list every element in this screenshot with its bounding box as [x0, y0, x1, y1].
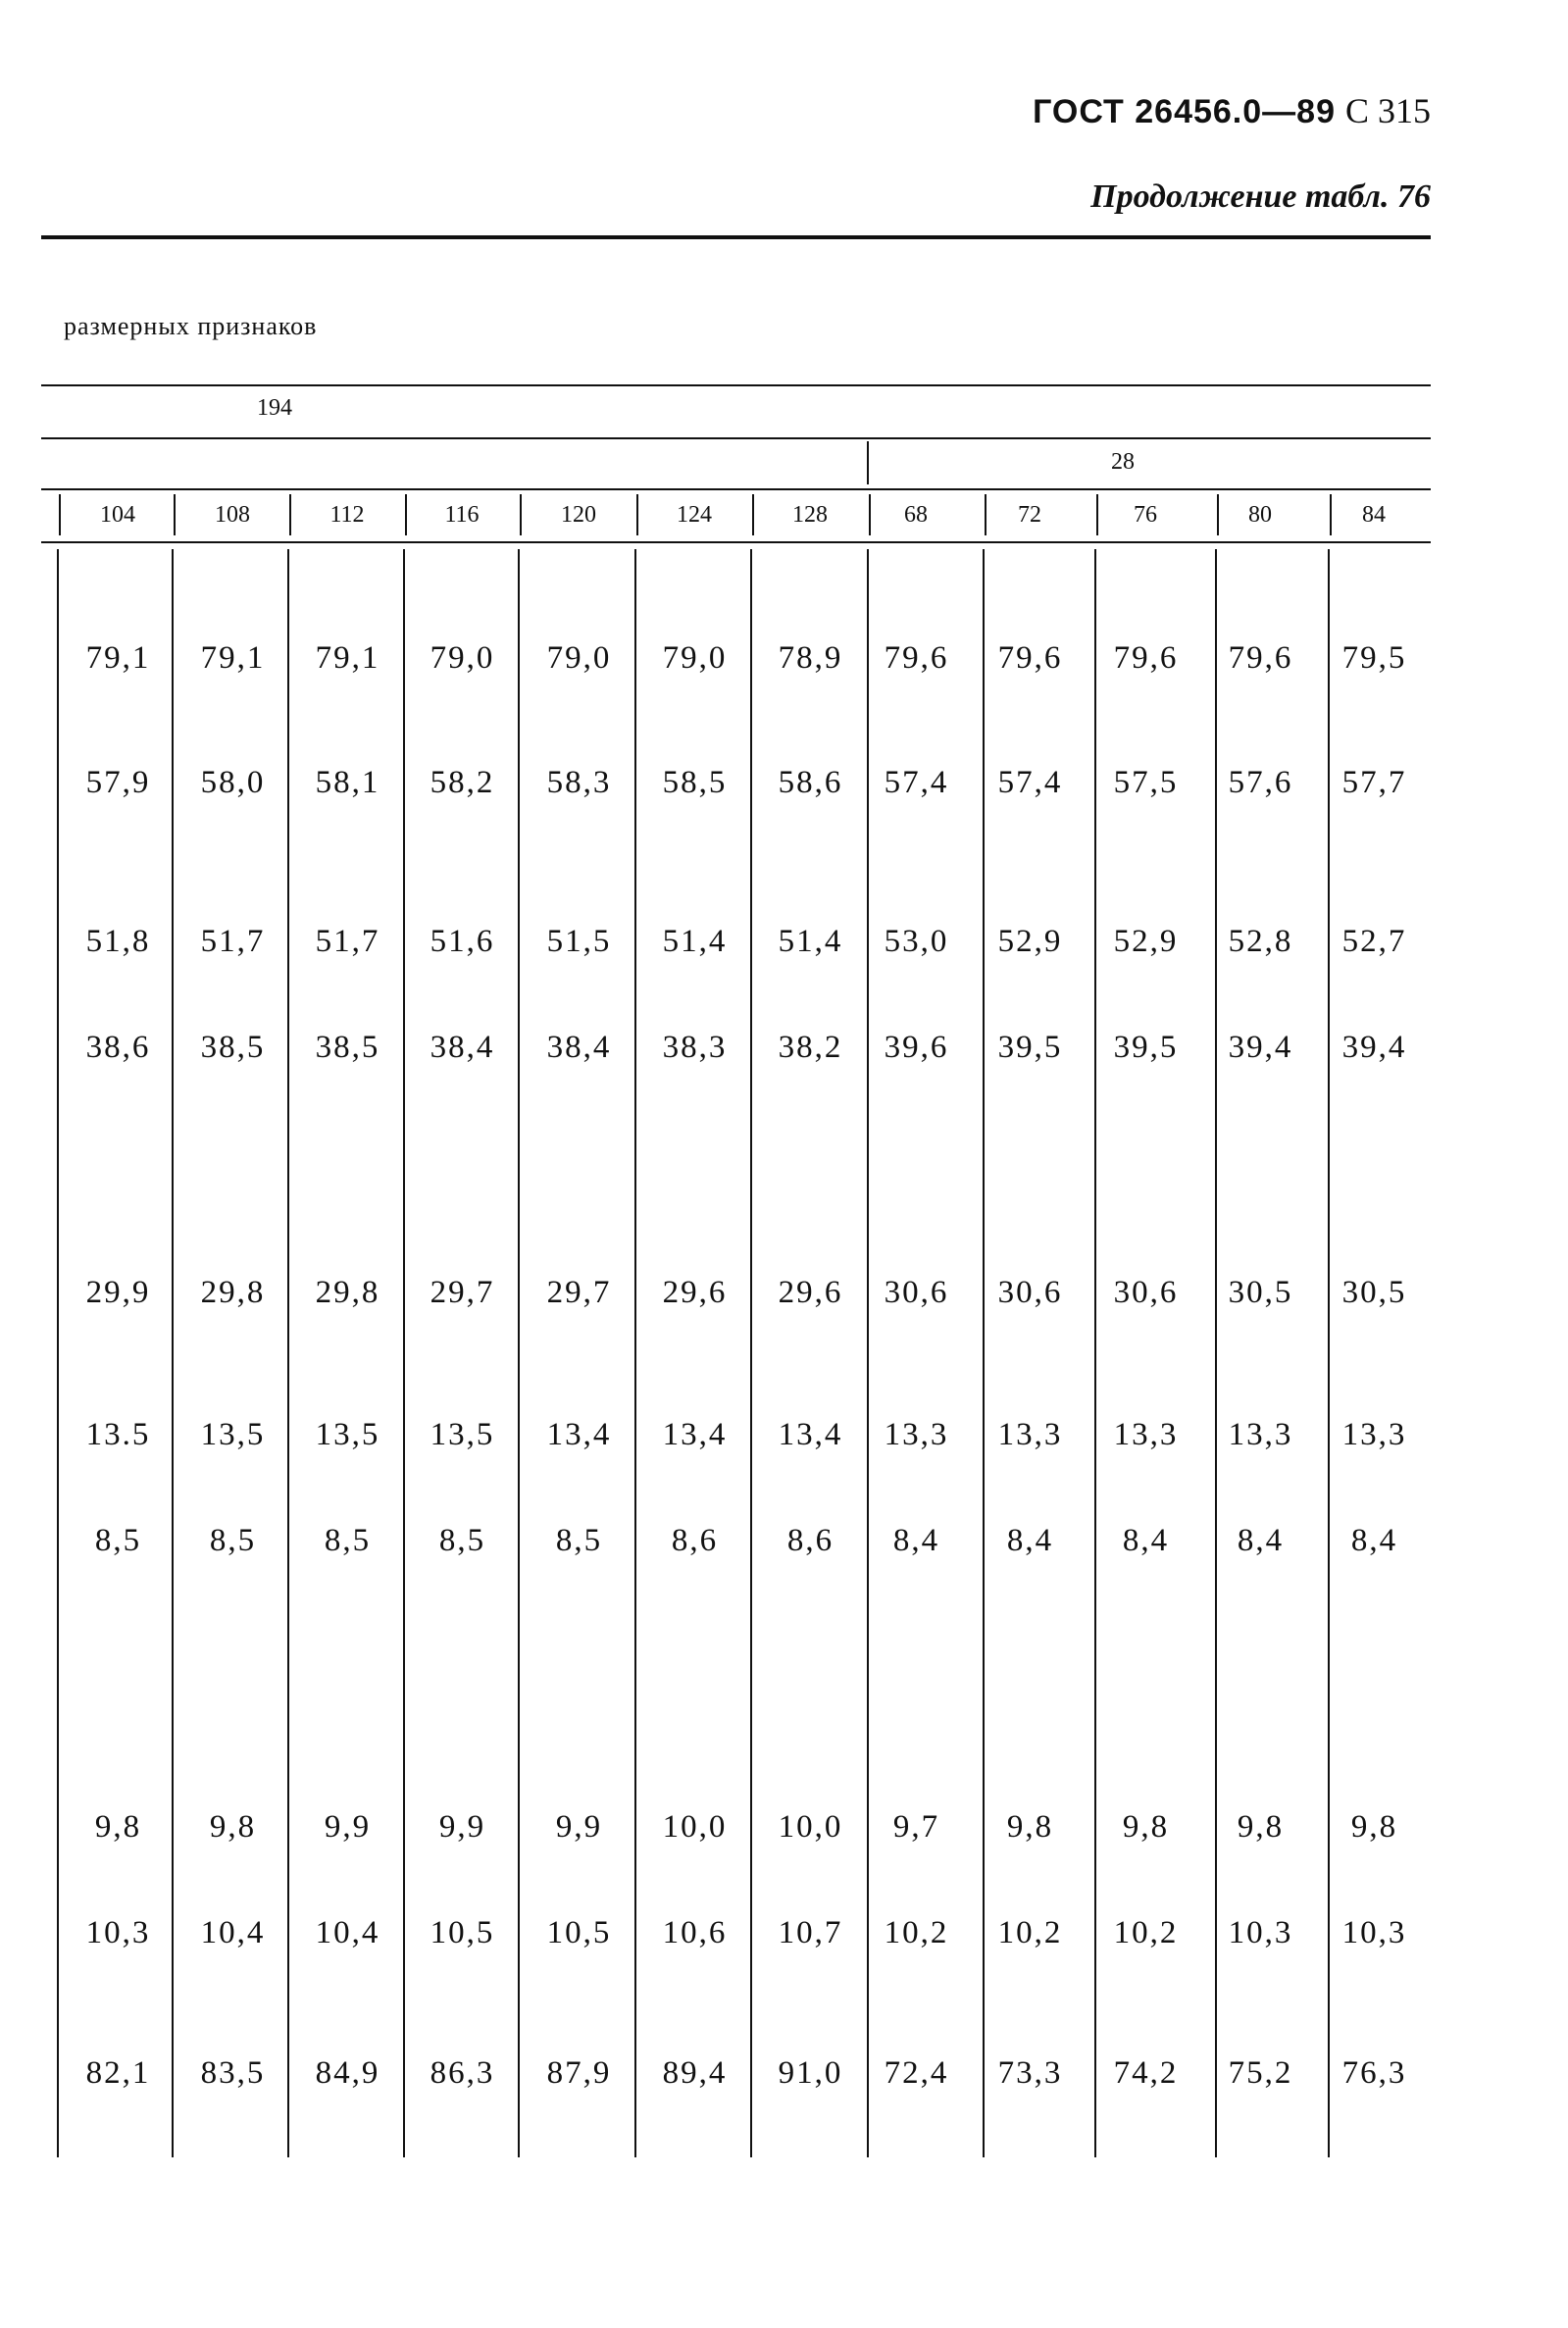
table-cell: 39,5 [997, 1030, 1063, 1065]
table-cell: 13,3 [884, 1417, 949, 1452]
table-cell: 39,4 [1228, 1030, 1293, 1065]
table-cell: 8,4 [1122, 1523, 1170, 1558]
header-column-separator [1217, 494, 1219, 535]
header-column-separator [405, 494, 407, 535]
table-cell: 9,8 [1237, 1809, 1285, 1845]
table-cell: 9,7 [892, 1809, 940, 1845]
table-cell: 38,4 [546, 1030, 612, 1065]
table-cell: 8,5 [438, 1523, 486, 1558]
table-cell: 51,5 [546, 924, 612, 959]
table-cell: 79,5 [1341, 640, 1407, 676]
table-cell: 13,4 [546, 1417, 612, 1452]
table-cell: 10,3 [1228, 1915, 1293, 1950]
table-cell: 13,5 [200, 1417, 266, 1452]
table-cell: 30,6 [1113, 1275, 1179, 1310]
header-column-separator [985, 494, 986, 535]
table-cell: 72,4 [884, 2055, 949, 2091]
table-cell: 30,6 [997, 1275, 1063, 1310]
table-cell: 79,0 [430, 640, 495, 676]
table-cell: 58,5 [662, 765, 728, 800]
table-cell: 53,0 [884, 924, 949, 959]
table-cell: 52,9 [1113, 924, 1179, 959]
column-header: 84 [1362, 502, 1386, 528]
table-cell: 13,5 [315, 1417, 380, 1452]
column-header: 112 [329, 502, 365, 528]
table-cell: 58,0 [200, 765, 266, 800]
table-cell: 29,9 [85, 1275, 151, 1310]
column-header: 80 [1248, 502, 1272, 528]
column-header: 116 [444, 502, 480, 528]
table-cell: 8,5 [324, 1523, 372, 1558]
table-cell: 78,9 [778, 640, 843, 676]
top-rule [41, 235, 1431, 239]
table-cell: 73,3 [997, 2055, 1063, 2091]
table-cell: 38,5 [315, 1030, 380, 1065]
header-column-separator [636, 494, 638, 535]
table-cell: 79,1 [85, 640, 151, 676]
table-cell: 10,4 [315, 1915, 380, 1950]
page-header [1033, 90, 1431, 131]
header-column-separator [289, 494, 291, 535]
column-header: 76 [1134, 502, 1157, 528]
group-header: 194 [257, 395, 292, 421]
table-cell: 89,4 [662, 2055, 728, 2091]
table-cell: 52,8 [1228, 924, 1293, 959]
header-column-separator [869, 494, 871, 535]
table-cell: 51,7 [200, 924, 266, 959]
table-cell: 13.5 [85, 1417, 151, 1452]
table-cell: 9,8 [94, 1809, 142, 1845]
table-cell: 10,7 [778, 1915, 843, 1950]
table-cell: 57,4 [997, 765, 1063, 800]
table-cell: 87,9 [546, 2055, 612, 2091]
table-cell: 29,8 [200, 1275, 266, 1310]
body-column-separator [57, 549, 59, 2157]
header-column-separator [1096, 494, 1098, 535]
table-cell: 30,5 [1228, 1275, 1293, 1310]
table-cell: 9,9 [438, 1809, 486, 1845]
header-column-separator [59, 494, 61, 535]
table-cell: 10,2 [1113, 1915, 1179, 1950]
document-code: ГОСТ 26456.0—89 [1033, 93, 1336, 130]
table-cell: 57,9 [85, 765, 151, 800]
table-cell: 38,3 [662, 1030, 728, 1065]
table-cell: 51,8 [85, 924, 151, 959]
table-cell: 10,3 [85, 1915, 151, 1950]
table-cell: 13,3 [997, 1417, 1063, 1452]
table-rule-2 [41, 437, 1431, 439]
table-cell: 9,9 [555, 1809, 603, 1845]
table-cell: 57,5 [1113, 765, 1179, 800]
table-continuation-label: Продолжение табл. 76 [1090, 178, 1431, 215]
table-cell: 8,6 [786, 1523, 835, 1558]
table-cell: 29,6 [778, 1275, 843, 1310]
column-header: 128 [792, 502, 828, 528]
table-cell: 79,6 [997, 640, 1063, 676]
table-cell: 52,7 [1341, 924, 1407, 959]
table-cell: 13,3 [1113, 1417, 1179, 1452]
table-cell: 57,6 [1228, 765, 1293, 800]
table-cell: 79,0 [546, 640, 612, 676]
table-cell: 8,5 [209, 1523, 257, 1558]
table-cell: 8,5 [555, 1523, 603, 1558]
table-cell: 8,4 [1006, 1523, 1054, 1558]
table-cell: 13,3 [1341, 1417, 1407, 1452]
table-cell: 29,6 [662, 1275, 728, 1310]
table-cell: 76,3 [1341, 2055, 1407, 2091]
subgroup-separator [867, 441, 869, 484]
table-cell: 84,9 [315, 2055, 380, 2091]
table-cell: 10,5 [430, 1915, 495, 1950]
table-cell: 29,7 [546, 1275, 612, 1310]
table-cell: 82,1 [85, 2055, 151, 2091]
table-cell: 39,6 [884, 1030, 949, 1065]
table-cell: 51,6 [430, 924, 495, 959]
header-column-separator [174, 494, 176, 535]
table-cell: 10,0 [778, 1809, 843, 1845]
table-rule-3 [41, 488, 1431, 490]
table-cell: 8,5 [94, 1523, 142, 1558]
table-cell: 30,6 [884, 1275, 949, 1310]
table-cell: 79,1 [200, 640, 266, 676]
column-header: 124 [677, 502, 712, 528]
table-cell: 13,4 [778, 1417, 843, 1452]
column-header: 108 [215, 502, 250, 528]
header-column-separator [520, 494, 522, 535]
table-cell: 79,6 [1228, 640, 1293, 676]
section-caption: размерных признаков [64, 312, 318, 340]
table-cell: 79,1 [315, 640, 380, 676]
table-cell: 9,8 [1122, 1809, 1170, 1845]
page-number: С 315 [1344, 91, 1431, 130]
table-cell: 79,6 [1113, 640, 1179, 676]
table-cell: 58,6 [778, 765, 843, 800]
table-cell: 10,2 [884, 1915, 949, 1950]
table-cell: 10,0 [662, 1809, 728, 1845]
table-cell: 74,2 [1113, 2055, 1179, 2091]
table-cell: 13,3 [1228, 1417, 1293, 1452]
column-header: 120 [561, 502, 596, 528]
table-cell: 38,5 [200, 1030, 266, 1065]
table-cell: 57,7 [1341, 765, 1407, 800]
table-cell: 51,4 [778, 924, 843, 959]
table-cell: 39,4 [1341, 1030, 1407, 1065]
subgroup-header: 28 [1111, 449, 1135, 475]
table-cell: 9,8 [1006, 1809, 1054, 1845]
table-cell: 9,8 [1350, 1809, 1398, 1845]
table-cell: 83,5 [200, 2055, 266, 2091]
table-cell: 75,2 [1228, 2055, 1293, 2091]
header-column-separator [752, 494, 754, 535]
table-cell: 9,8 [209, 1809, 257, 1845]
table-cell: 29,7 [430, 1275, 495, 1310]
table-cell: 57,4 [884, 765, 949, 800]
table-cell: 8,6 [671, 1523, 719, 1558]
table-cell: 58,3 [546, 765, 612, 800]
table-cell: 38,6 [85, 1030, 151, 1065]
table-cell: 9,9 [324, 1809, 372, 1845]
table-cell: 30,5 [1341, 1275, 1407, 1310]
table-cell: 10,4 [200, 1915, 266, 1950]
table-cell: 39,5 [1113, 1030, 1179, 1065]
column-header: 68 [904, 502, 928, 528]
table-cell: 13,4 [662, 1417, 728, 1452]
table-cell: 51,4 [662, 924, 728, 959]
table-cell: 91,0 [778, 2055, 843, 2091]
table-cell: 29,8 [315, 1275, 380, 1310]
table-cell: 10,2 [997, 1915, 1063, 1950]
table-cell: 38,2 [778, 1030, 843, 1065]
table-cell: 79,0 [662, 640, 728, 676]
table-cell: 10,5 [546, 1915, 612, 1950]
header-column-separator [1330, 494, 1332, 535]
table-rule-1 [41, 384, 1431, 386]
table-rule-4 [41, 541, 1431, 543]
table-cell: 58,1 [315, 765, 380, 800]
table-cell: 38,4 [430, 1030, 495, 1065]
column-header: 72 [1018, 502, 1041, 528]
table-cell: 79,6 [884, 640, 949, 676]
table-cell: 10,3 [1341, 1915, 1407, 1950]
table-cell: 52,9 [997, 924, 1063, 959]
table-cell: 8,4 [1350, 1523, 1398, 1558]
table-cell: 58,2 [430, 765, 495, 800]
table-cell: 13,5 [430, 1417, 495, 1452]
table-cell: 51,7 [315, 924, 380, 959]
table-cell: 86,3 [430, 2055, 495, 2091]
table-cell: 8,4 [1237, 1523, 1285, 1558]
table-cell: 10,6 [662, 1915, 728, 1950]
column-header: 104 [100, 502, 135, 528]
table-cell: 8,4 [892, 1523, 940, 1558]
